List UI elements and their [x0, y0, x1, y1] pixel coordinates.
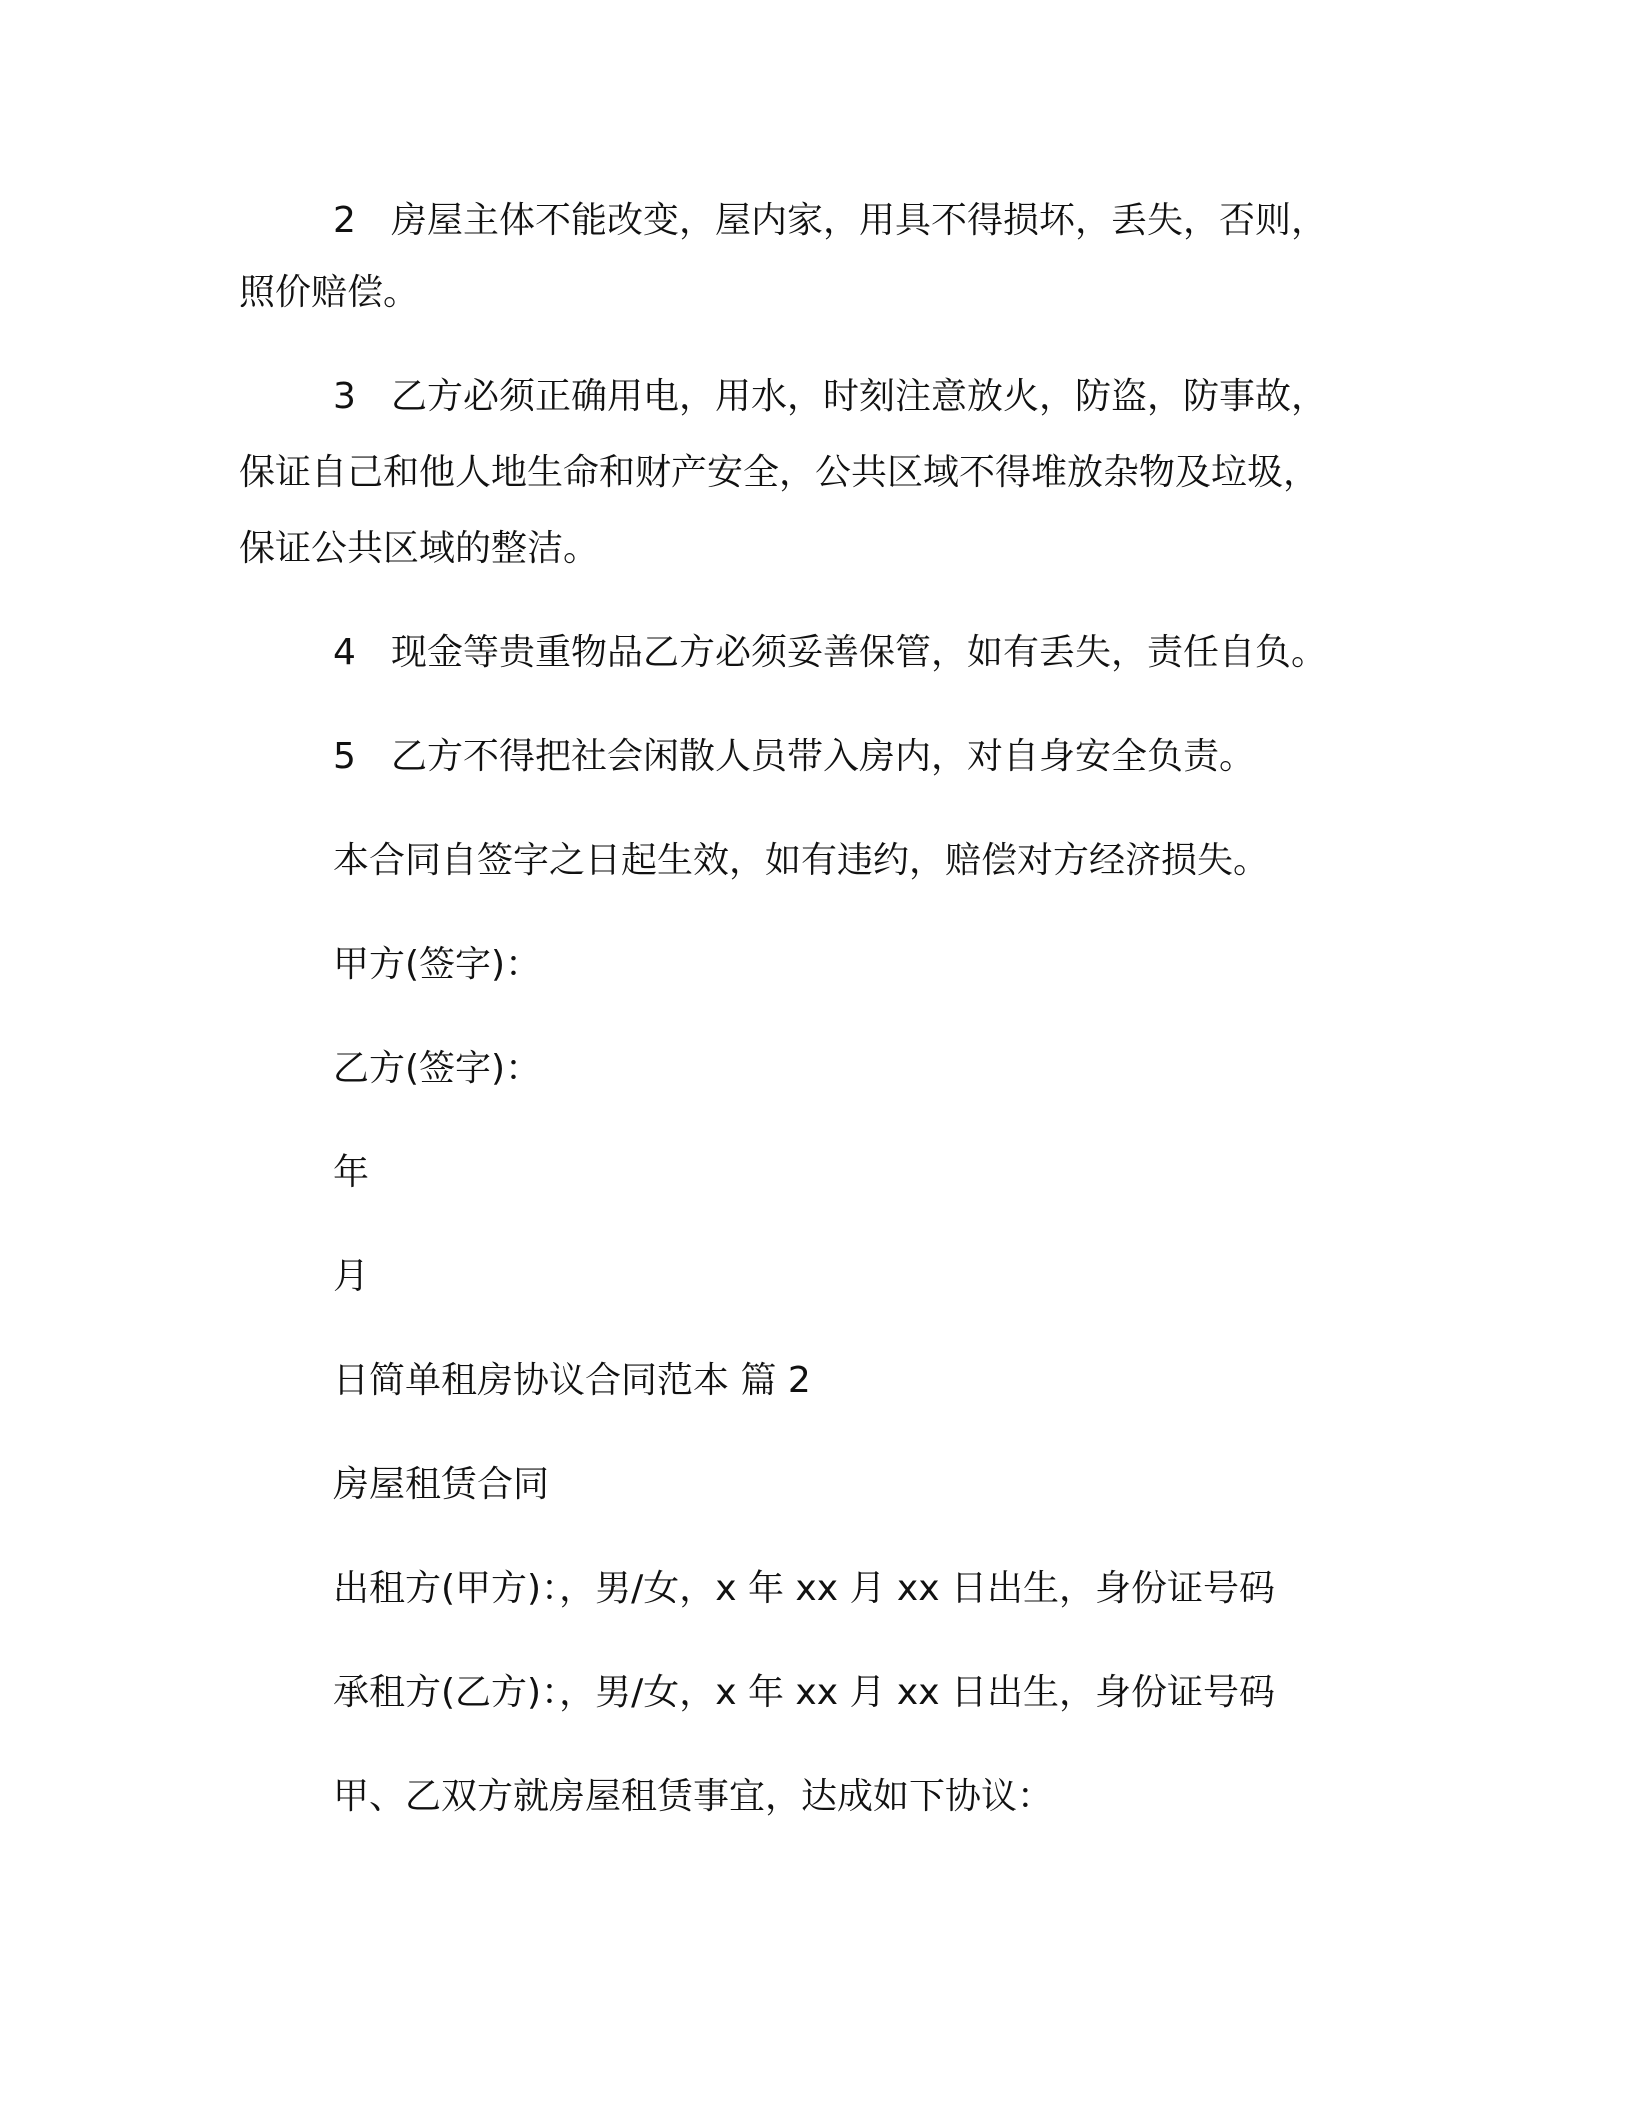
- agreement-intro: 甲、乙双方就房屋租赁事宜，达成如下协议：: [333, 1776, 1054, 1817]
- clause-4-number: 4: [333, 632, 356, 673]
- clause-2-line-2: 照价赔偿。: [239, 272, 420, 313]
- clause-3-line-1: [333, 358, 1327, 436]
- clause-4-text-1: 现金等贵重物品乙方必须妥善保管，如有丢失，责任自负。: [391, 632, 1328, 673]
- clause-2-text-1: 房屋主体不能改变，屋内家，用具不得损坏，丢失，否则，: [391, 200, 1328, 241]
- party-b-signature: 乙方(签字)：: [333, 1048, 542, 1089]
- date-month: 月: [333, 1256, 370, 1297]
- effective-clause: 本合同自签字之日起生效，如有违约，赔偿对方经济损失。: [333, 840, 1270, 881]
- clause-5-number: 5: [333, 736, 356, 777]
- clause-3-line-3: 保证公共区域的整洁。: [239, 528, 600, 569]
- lessor-line: 出租方(甲方)：，男/女，x 年 xx 月 xx 日出生，身份证号码: [333, 1568, 1275, 1609]
- clause-3-number: 3: [333, 376, 356, 417]
- clause-3-line-2: 保证自己和他人地生命和财产安全，公共区域不得堆放杂物及垃圾，: [239, 452, 1320, 493]
- section-heading: 日简单租房协议合同范本 篇 2: [333, 1360, 811, 1401]
- clause-5-line-1: [333, 718, 1255, 796]
- clause-4-line-1: [333, 614, 1327, 692]
- lessee-line: 承租方(乙方)：，男/女，x 年 xx 月 xx 日出生，身份证号码: [333, 1672, 1275, 1713]
- date-year: 年: [333, 1152, 370, 1193]
- clause-5-text-1: 乙方不得把社会闲散人员带入房内，对自身安全负责。: [391, 736, 1256, 777]
- clause-2-line-1: [333, 182, 1327, 260]
- clause-2-number: 2: [333, 200, 356, 241]
- contract-title: 房屋租赁合同: [333, 1464, 550, 1505]
- clause-3-text-1: 乙方必须正确用电，用水，时刻注意放火，防盗，防事故，: [391, 376, 1328, 417]
- party-a-signature: 甲方(签字)：: [333, 944, 542, 985]
